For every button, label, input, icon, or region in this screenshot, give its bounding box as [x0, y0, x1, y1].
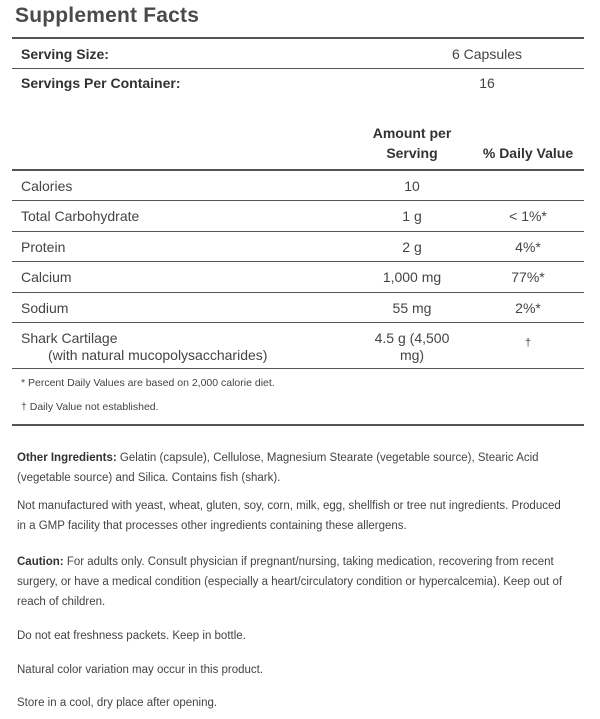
- nutrient-name: Calories: [21, 178, 73, 194]
- other-ingredients-line2: (vegetable source) and Silica. Contains fish (shark).: [17, 472, 281, 484]
- footnote-row: [12, 395, 584, 421]
- note-color-variation: Natural color variation may occur in this product.: [17, 664, 264, 676]
- nutrient-name: Shark Cartilage: [21, 330, 118, 346]
- page-title: Supplement Facts: [15, 4, 200, 27]
- other-ingredients: [17, 448, 583, 488]
- nutrient-name: Total Carbohydrate: [21, 208, 140, 224]
- nutrient-amount-line2: mg): [399, 347, 425, 363]
- note-freshness: Do not eat freshness packets. Keep in bottle.: [17, 630, 246, 642]
- nutrient-row-sodium: [12, 293, 584, 323]
- serving-size-label: Serving Size:: [21, 46, 109, 62]
- caution-statement: [17, 552, 583, 612]
- nutrient-name: Calcium: [21, 269, 72, 285]
- note-storage: Store in a cool, dry place after opening.: [17, 697, 218, 709]
- nutrient-row-carbohydrate: [12, 201, 584, 232]
- nutrient-amount: 2 g: [402, 239, 422, 255]
- nutrient-amount: 1 g: [402, 208, 422, 224]
- nutrient-subname: (with natural mucopolysaccharides): [48, 347, 268, 363]
- servings-per-container-row: [12, 69, 584, 97]
- footnote-row: [12, 369, 584, 395]
- nutrient-row-protein: [12, 232, 584, 262]
- nutrient-dv: †: [524, 337, 532, 349]
- nutrient-amount: 55 mg: [392, 300, 432, 316]
- allergen-line2: in a GMP facility that processes other ingredients containing these allergens.: [17, 520, 407, 532]
- nutrient-name: Sodium: [21, 300, 69, 316]
- allergen-statement: [17, 496, 583, 536]
- footnote-percent: * Percent Daily Values are based on 2,000 calorie diet.: [21, 377, 275, 389]
- amount-header-line2: Serving: [386, 145, 438, 161]
- caution-line3: reach of children.: [17, 596, 106, 608]
- nutrient-amount: 1,000 mg: [382, 269, 442, 285]
- other-ingredients-line1: Gelatin (capsule), Cellulose, Magnesium Stearate (vegetable source), Stearic Acid: [116, 452, 539, 464]
- servings-per-container-value: 16: [479, 75, 495, 91]
- divider: [12, 424, 584, 426]
- servings-per-container-label: Servings Per Container:: [21, 75, 181, 91]
- serving-size-value: 6 Capsules: [451, 46, 523, 62]
- amount-header-line1: Amount per: [372, 125, 452, 141]
- nutrient-row-calcium: [12, 262, 584, 293]
- nutrient-dv: 4%*: [515, 239, 541, 255]
- caution-line2: surgery, or have a medical condition (especially a heart/circulatory condition or hypercalcemia). Keep out of: [17, 576, 563, 588]
- facts-table: [12, 37, 584, 421]
- dv-header: % Daily Value: [482, 145, 574, 161]
- allergen-line1: Not manufactured with yeast, wheat, gluten, soy, corn, milk, egg, shellfish or tree nut ingredients. Produced: [17, 500, 561, 512]
- caution-label: Caution:: [17, 556, 64, 568]
- caution-line1: For adults only. Consult physician if pregnant/nursing, taking medication, recovering from recent: [63, 556, 554, 568]
- nutrient-dv: 77%*: [511, 269, 545, 285]
- nutrient-dv: < 1%*: [509, 208, 547, 224]
- nutrient-row-calories: [12, 171, 584, 201]
- nutrient-dv: 2%*: [515, 300, 541, 316]
- footnote-dagger: † Daily Value not established.: [21, 401, 159, 413]
- nutrient-name: Protein: [21, 239, 66, 255]
- other-ingredients-label: Other Ingredients:: [17, 452, 117, 464]
- column-header-row: [12, 97, 584, 171]
- serving-size-row: [12, 39, 584, 69]
- nutrient-amount-line1: 4.5 g (4,500: [374, 330, 450, 346]
- nutrient-row-shark-cartilage: [12, 323, 584, 369]
- nutrient-amount: 10: [404, 178, 420, 194]
